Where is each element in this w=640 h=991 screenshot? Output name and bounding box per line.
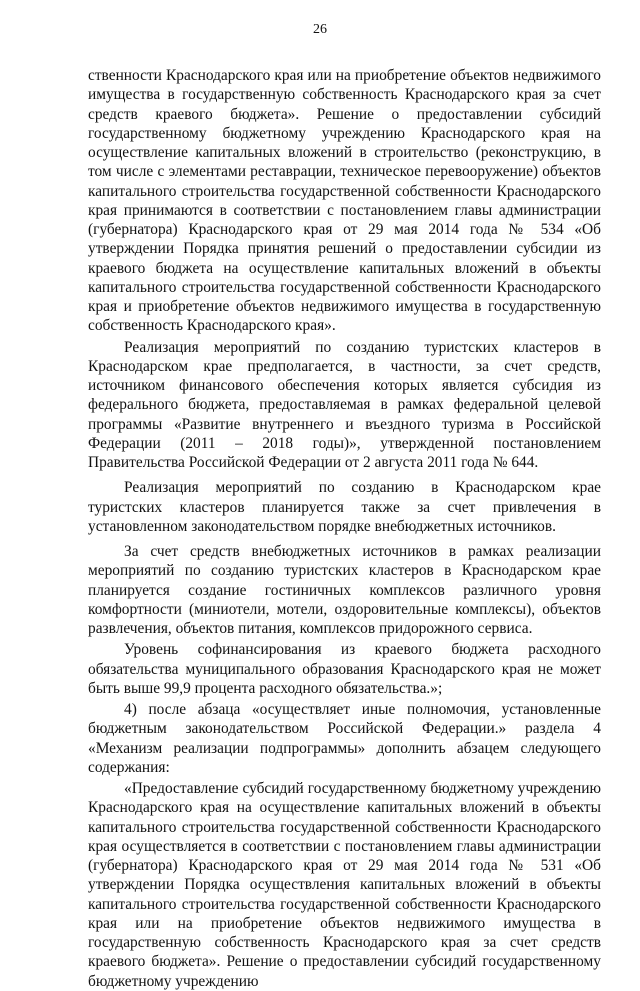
paragraph-2: Реализация мероприятий по созданию туристских кластеров в Краснодарском крае предполагается, в частности, за счет средств, источником финансового обеспечения которых является субсидия из федерального бюджета, предоставляемая в рамках федеральной целевой программы «Развитие внутреннего и въездного туризма в Российской Федерации (2011 – 2018 годы)», утвержденной постановлением Правительства Российской Федерации от 2 августа 2011 года № 644. xyxy=(88,338,601,471)
paragraph-7: «Предоставление субсидий государственному бюджетному учреждению Краснодарского края на осуществление капитальных вложений в объекты капитального строительства государственной собственности Краснодарского края осуществляется в соответствии с постановлением главы администрации (губернатора) Краснодарского края от 29 мая 2014 года № 531 «Об утверждении Порядка осуществления капитальных вложений в объекты капитального строительства государственной собственности Краснодарского края или на приобретение объектов недвижимого имущества в государственную собственность Краснодарского края за счет средств краевого бюджета». Решение о предоставлении субсидий государственному бюджетному учреждению xyxy=(88,780,601,990)
document-body xyxy=(88,66,601,991)
paragraph-1: ственности Краснодарского края или на приобретение объектов недвижимого имущества в государственную собственность Краснодарского края за счет средств краевого бюджета». Решение о предоставлении субсидий государственному бюджетному учреждению Краснодарского края на осуществление капитальных вложений в строительство (реконструкцию, в том числе с элементами реставрации, техническое перевооружение) объектов капитального строительства государственной собственности Краснодарского края принимаются в соответствии с постановлением главы администрации (губернатора) Краснодарского края от 29 мая 2014 года № 534 «Об утверждении Порядка принятия решений о предоставлении субсидии из краевого бюджета на осуществление капитальных вложений в объекты капитального строительства государственной собственности Краснодарского края и приобретение объектов недвижимого имущества в государственную собственность Краснодарского края». xyxy=(88,67,601,335)
paragraph-4: За счет средств внебюджетных источников в рамках реализации мероприятий по созданию туристских кластеров в Краснодарском крае планируется создание гостиничных комплексов различного уровня комфортности (миниотели, мотели, оздоровительные комплексы), объектов развлечения, объектов питания, комплексов придорожного сервиса. xyxy=(88,543,601,637)
paragraph-3: Реализация мероприятий по созданию в Краснодарском крае туристских кластеров планируется также за счет привлечения в установленном законодательством порядке внебюджетных источников. xyxy=(88,479,601,535)
paragraph-6: 4) после абзаца «осуществляет иные полномочия, установленные бюджетным законодательством Российской Федерации.» раздела 4 «Механизм реализации подпрограммы» дополнить абзацем следующего содержания: xyxy=(88,701,601,776)
page-number: 26 xyxy=(313,22,327,37)
paragraph-5: Уровень софинансирования из краевого бюджета расходного обязательства муниципального образования Краснодарского края не может быть выше 99,9 процента расходного обязательства.»; xyxy=(88,641,601,697)
